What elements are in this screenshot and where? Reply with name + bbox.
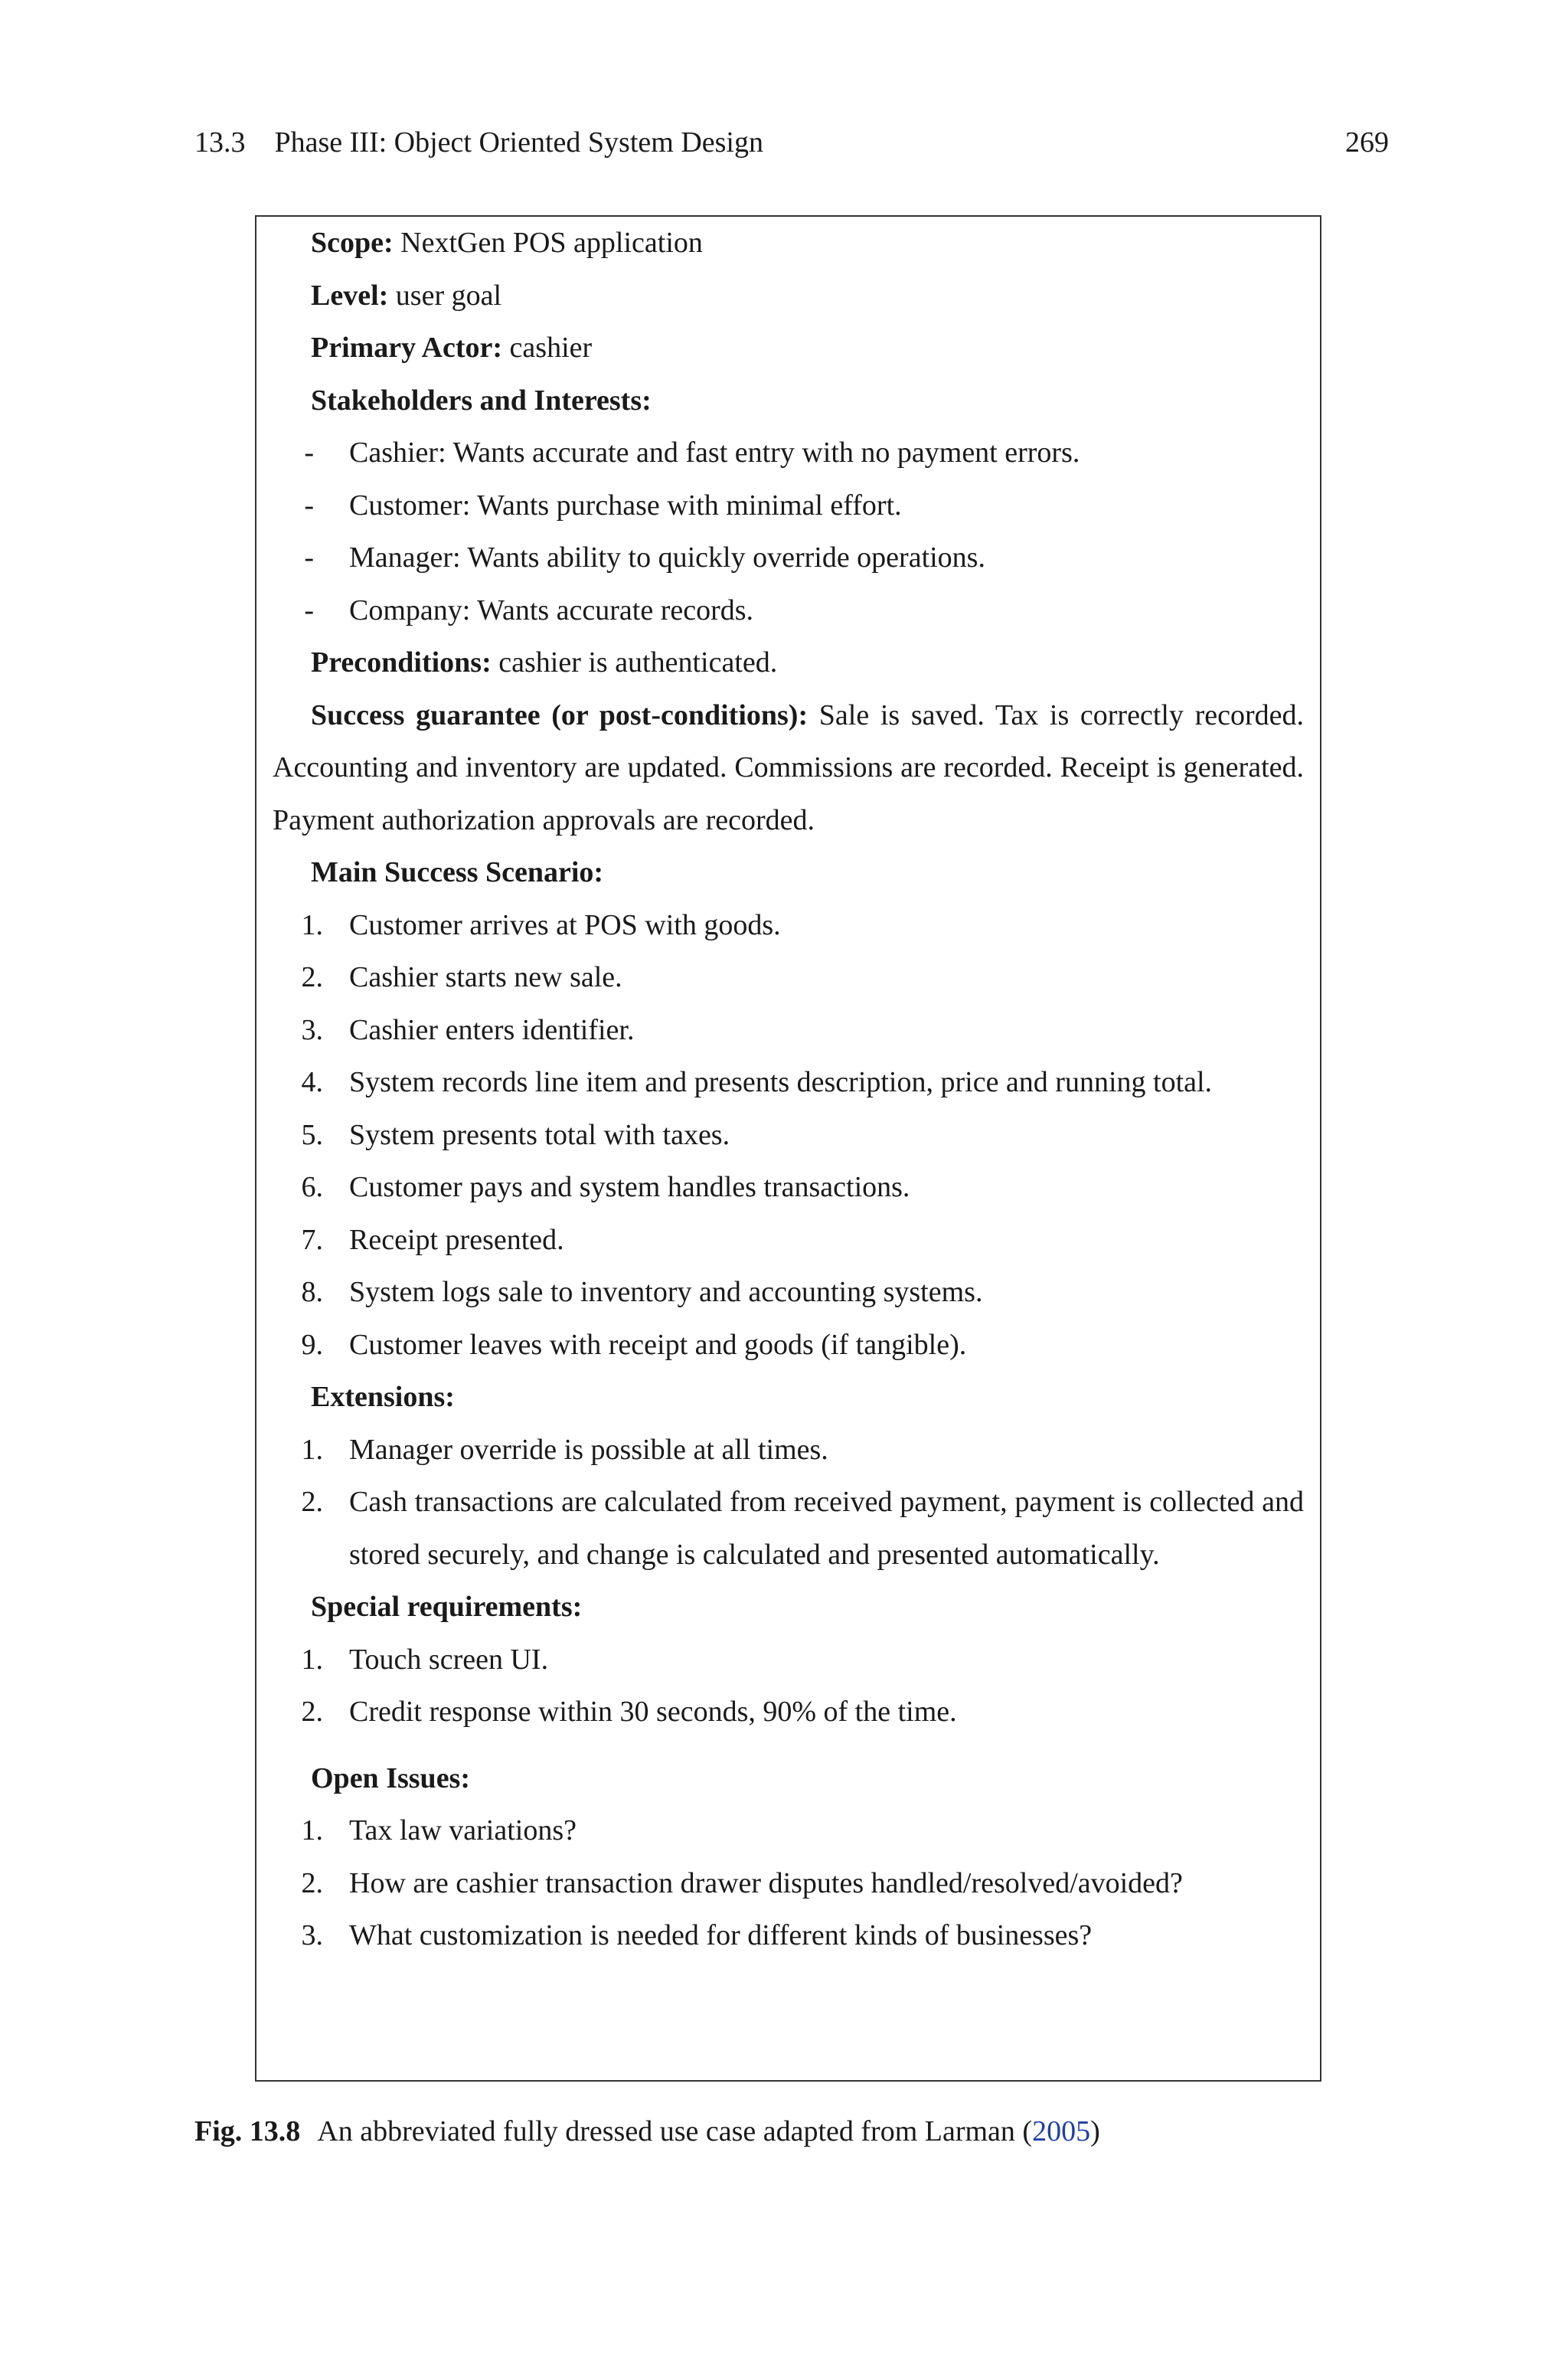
list-item: - Cashier: Wants accurate and fast entry with no payment errors.	[304, 437, 1080, 469]
list-item: 1. Touch screen UI.	[301, 1643, 549, 1676]
list-item: 4. System records line item and presents description, price and running total.	[301, 1066, 1213, 1098]
list-item: - Company: Wants accurate records.	[304, 594, 754, 626]
list-item: 1. Manager override is possible at all times.	[301, 1433, 828, 1466]
scope-label: Scope:	[311, 227, 394, 259]
use-case-box	[255, 215, 1321, 2082]
actor-field	[273, 322, 1304, 375]
level-label: Level:	[311, 279, 389, 312]
caption-text: An abbreviated fully dressed use case adapted from Larman (	[317, 2115, 1033, 2147]
preconditions-field: Preconditions: cashier is authenticated.	[311, 646, 778, 679]
list-item: 2. How are cashier transaction drawer disputes handled/resolved/avoided?	[301, 1866, 1183, 1899]
list-item: 5. System presents total with taxes.	[301, 1118, 730, 1151]
figure-caption: Fig. 13.8 An abbreviated fully dressed use case adapted from Larman (2005)	[194, 2115, 1100, 2147]
level-field	[273, 270, 1304, 322]
list-item: 2. Credit response within 30 seconds, 90% of the time.	[301, 1696, 957, 1728]
citation-link[interactable]: 2005	[1032, 2115, 1091, 2147]
list-item: 1. Tax law variations?	[301, 1814, 577, 1846]
list-item: 6. Customer pays and system handles transactions.	[301, 1171, 910, 1203]
list-item: - Customer: Wants purchase with minimal effort.	[304, 489, 902, 522]
special-requirements-heading: Special requirements:	[311, 1591, 583, 1623]
section-title: 13.3 Phase III: Object Oriented System Design	[194, 126, 763, 159]
list-item: 3. Cashier enters identifier.	[301, 1013, 635, 1046]
extensions-heading: Extensions:	[311, 1381, 455, 1413]
open-issues-heading: Open Issues:	[311, 1761, 470, 1794]
stakeholders-heading: Stakeholders and Interests:	[311, 384, 652, 417]
main-scenario-heading: Main Success Scenario:	[311, 856, 604, 888]
scope-value: NextGen POS application	[393, 227, 703, 259]
level-value: user goal	[388, 279, 502, 312]
actor-label: Primary Actor:	[311, 332, 503, 364]
spacer	[273, 1739, 1304, 1752]
list-item: 8. System logs sale to inventory and accounting systems.	[301, 1276, 983, 1308]
list-item: 9. Customer leaves with receipt and goods (if tangible).	[301, 1328, 967, 1361]
figure-label: Fig. 13.8	[194, 2115, 301, 2147]
running-header	[194, 126, 1389, 164]
list-item: 7. Receipt presented.	[301, 1223, 564, 1256]
list-item: 2. Cashier starts new sale.	[301, 961, 622, 993]
list-item: 3. What customization is needed for different kinds of businesses?	[301, 1919, 1093, 1951]
list-item: 2. Cash transactions are calculated from received payment, payment is collected and stored securely, and change is calculated and presented automatically.	[301, 1486, 1304, 1571]
actor-value: cashier	[502, 332, 593, 364]
success-guarantee: Success guarantee (or post-conditions): Sale is saved. Tax is correctly recorded. Accounting and inventory are updated. Commissions are recorded. Receipt is generated. Payment authorization approvals are recorded.	[273, 698, 1304, 836]
page-number: 269	[1345, 126, 1389, 159]
list-item: - Manager: Wants ability to quickly override operations.	[304, 541, 985, 574]
list-item: 1. Customer arrives at POS with goods.	[301, 908, 781, 941]
scope-field	[273, 217, 1304, 270]
